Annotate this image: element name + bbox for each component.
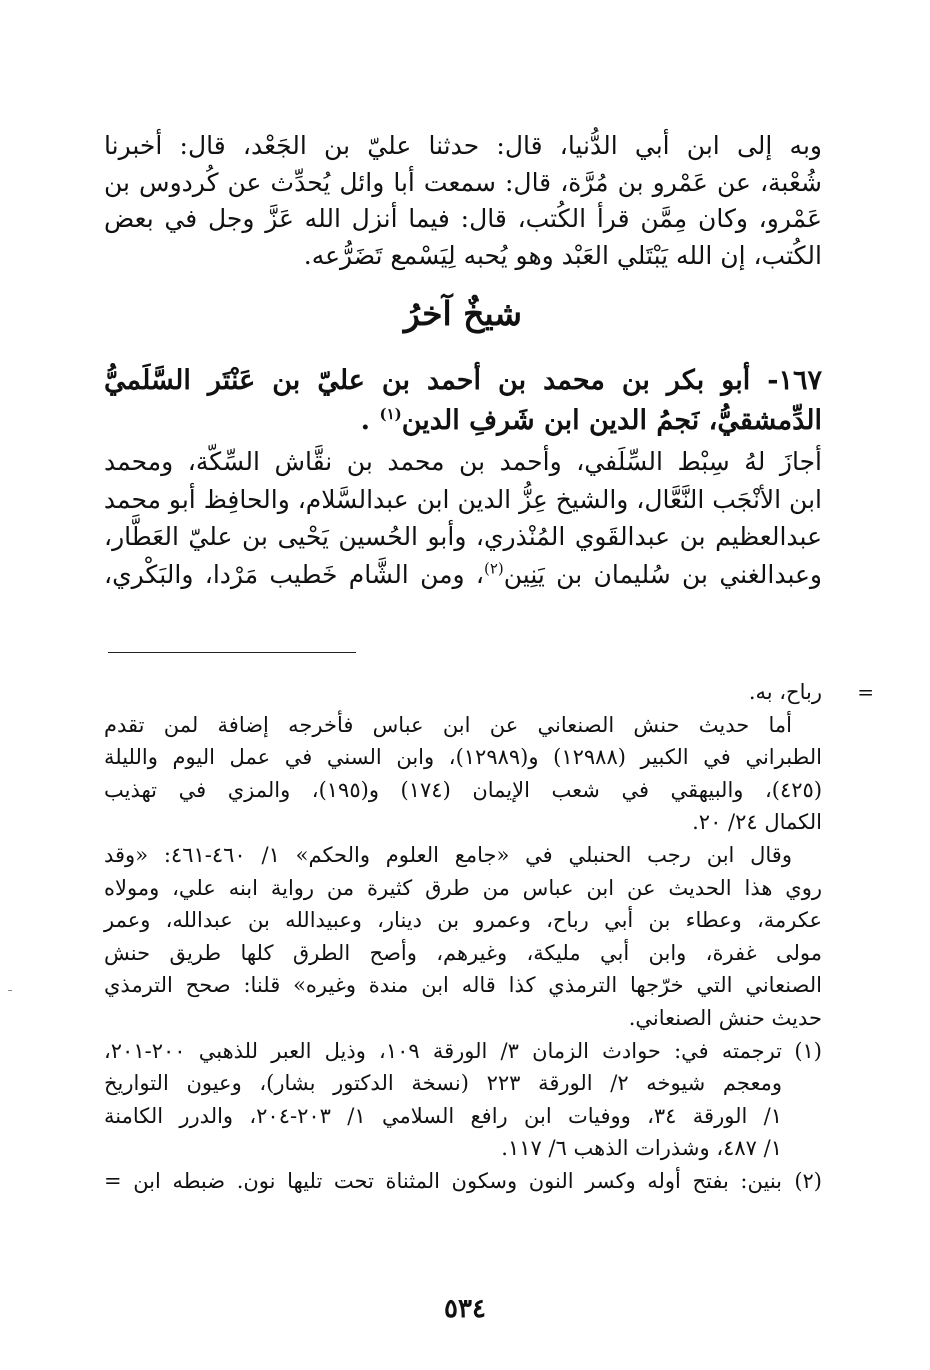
footnote-separator <box>108 652 356 653</box>
main-text <box>103 128 822 589</box>
note-line: الصنعاني التي خرّجها الترمذي كذا قاله ابن مندة وغيره» قلنا: صحح الترمذي <box>104 973 822 998</box>
entry-line-text: الدِّمشقيُّ، نَجمُ الدين ابن شَرفِ الدين <box>401 405 822 436</box>
text-line: عبدالعظيم بن عبدالقَوي المُنْذري، وأبو الحُسين يَحْيى بن عليّ العَطَّار، <box>104 522 822 551</box>
footnote-2 <box>104 1165 822 1198</box>
note-line: رباح، به. <box>748 680 822 704</box>
text-line: الكُتب، إن الله يَبْتَلي العَبْد وهو يُحبه لِيَسْمع تَضَرُّعه. <box>303 240 822 270</box>
note-line: عكرمة، وعطاء بن أبي رباح، وعمرو بن دينار، وعبيدالله بن عبدالله، وعمر <box>104 908 822 933</box>
continued-note <box>104 676 874 1035</box>
text-line: ابن الأنْجَب النَّعَّال، والشيخ عِزُّ الدين ابن عبدالسَّلام، والحافِظ أبو محمد <box>103 484 822 514</box>
footnotes-area <box>104 676 874 1198</box>
text-segment: ، ومن الشَّام خَطيب مَرْدا، والبَكْري، <box>104 559 484 589</box>
page-number: ٥٣٤ <box>444 1294 486 1324</box>
text-segment: وعبدالغني بن سُليمان بن يَنِين <box>503 559 822 589</box>
note-line: (٤٢٥)، والبيهقي في شعب الإيمان (١٧٤) و(١٩٥)، والمزي في تهذيب <box>104 777 823 802</box>
entry-line <box>104 401 822 441</box>
text-line: شُعْبة، عن عَمْرو بن مُرَّة، قال: سمعت أبا وائل يُحدِّث عن كُردوس بن <box>104 167 822 197</box>
section-heading: شيخٌ آخرُ <box>403 294 523 333</box>
footnote-line: ١/ الورقة ٣٤، ووفيات ابن رافع السلامي ١/ ٢٠٣-٢٠٤، والدرر الكامنة <box>104 1103 782 1128</box>
footnote-line: ١/ ٤٨٧، وشذرات الذهب ٦/ ١١٧. <box>501 1136 782 1161</box>
footnote-number: (١) <box>794 1038 822 1063</box>
text-line: وبه إلى ابن أبي الدُّنيا، قال: حدثنا عليّ بن الجَعْد، قال: أخبرنا <box>104 131 822 160</box>
footnote-number: (٢) <box>794 1168 822 1193</box>
footnote-1 <box>104 1035 822 1165</box>
margin-mark <box>8 990 12 991</box>
note-line: وقال ابن رجب الحنبلي في «جامع العلوم والحكم» ١/ ٤٦٠-٤٦١: «وقد <box>104 842 792 867</box>
text-line: عَمْرو، وكان مِمَّن قرأ الكُتب، قال: فيما أنزل الله عَزَّ وجل في بعض <box>104 204 822 233</box>
footnote-ref-2: (٢) <box>483 559 504 578</box>
footnote-line: ترجمته في: حوادث الزمان ٣/ الورقة ١٠٩، وذيل العبر للذهبي ٢٠٠-٢٠١، <box>104 1038 783 1063</box>
footnote-line: ومعجم شيوخه ٢/ الورقة ٢٢٣ (نسخة الدكتور بشار)، وعيون التواريخ <box>104 1071 782 1096</box>
note-line: الطبراني في الكبير (١٢٩٨٨) و(١٢٩٨٩)، وابن السني في عمل اليوم والليلة <box>104 745 823 770</box>
note-line: روي هذا الحديث عن ابن عباس من طرق كثيرة من رواية ابنه علي، ومولاه <box>104 875 822 900</box>
entry-line: ١٦٧- أبو بكر بن محمد بن أحمد بن عليّ بن عَنْتَر السَّلَميُّ <box>104 365 822 396</box>
entry-body <box>104 443 822 593</box>
note-line: مولى غفرة، وابن أبي مليكة، وغيرهم، وأصح الطرق كلها طريق حنش <box>104 940 822 965</box>
note-line: أما حديث حنش الصنعاني عن ابن عباس فأخرجه إضافة لمن تقدم <box>104 712 792 737</box>
opening-paragraph <box>104 128 822 274</box>
text-line: أجازَ لهُ سِبْط السِّلَفي، وأحمد بن محمد بن نقَّاش السِّكّة، ومحمد <box>104 447 822 476</box>
text-line <box>104 556 822 594</box>
note-line: الكمال ٢٤/ ٢٠. <box>692 810 822 835</box>
entry-title <box>104 361 822 441</box>
continuation-mark: = <box>857 680 874 704</box>
footnote-ref-1: (١) <box>379 405 402 423</box>
note-line: حديث حنش الصنعاني. <box>628 1005 822 1030</box>
footnote-line: بنين: بفتح أوله وكسر النون وسكون المثناة تحت تليها نون. ضبطه ابن = <box>104 1168 782 1193</box>
entry-end: . <box>360 405 371 436</box>
